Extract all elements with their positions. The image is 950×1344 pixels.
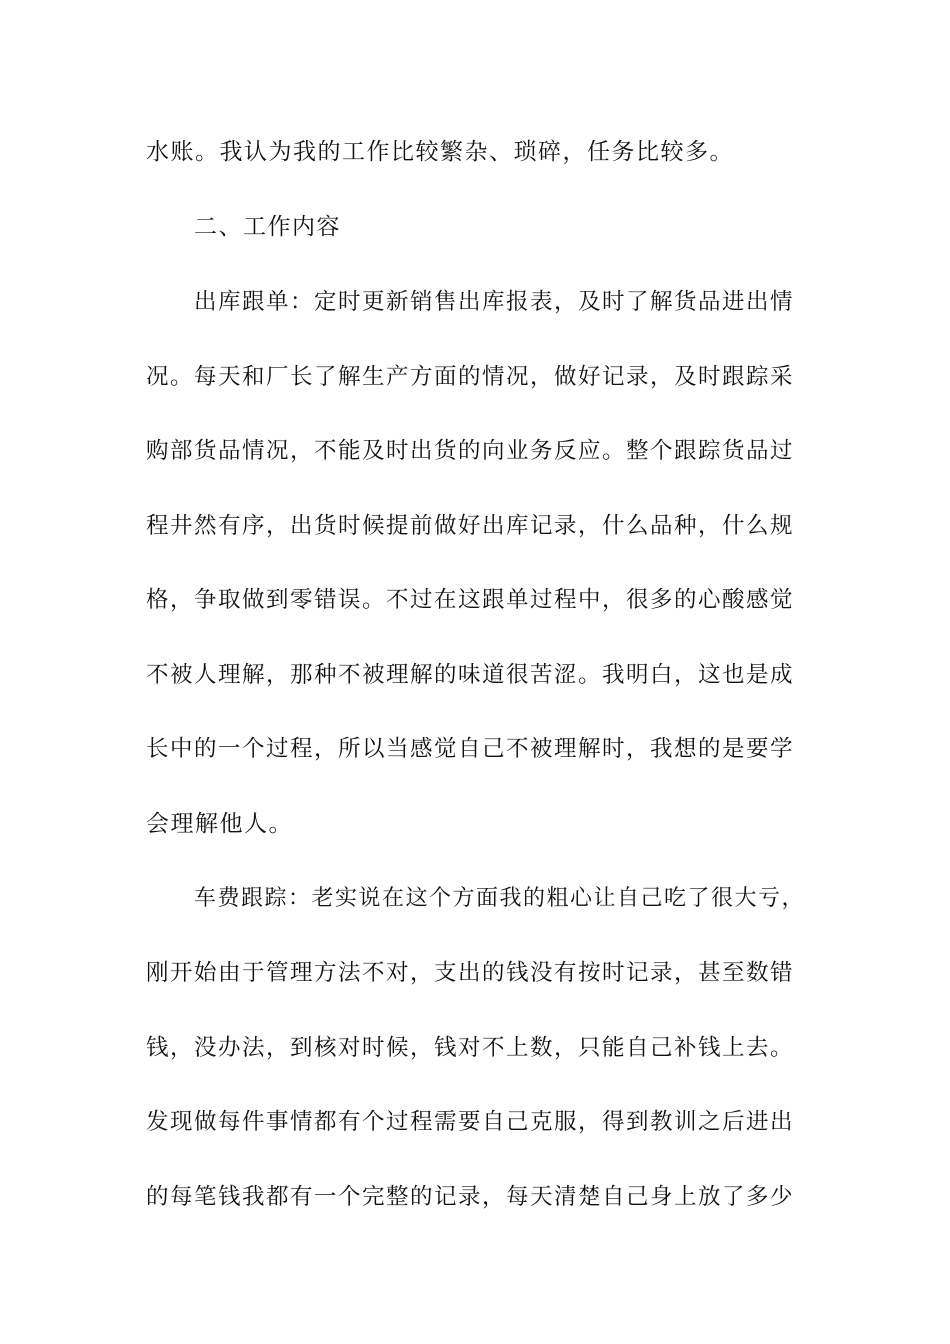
- text-line: 出库跟单：定时更新销售出库报表，及时了解货品进出情: [194, 289, 795, 315]
- section-heading: 二、工作内容: [194, 214, 341, 240]
- text-line: 会理解他人。: [146, 811, 293, 837]
- text-line: 程井然有序，出货时候提前做好出库记录，什么品种，什么规: [146, 513, 795, 539]
- text-line: 长中的一个过程，所以当感觉自己不被理解时，我想的是要学: [146, 736, 795, 762]
- text-line: 水账。我认为我的工作比较繁杂、琐碎，任务比较多。: [146, 139, 734, 165]
- text-line: 钱，没办法，到核对时候，钱对不上数，只能自己补钱上去。: [146, 1035, 795, 1061]
- text-line: 况。每天和厂长了解生产方面的情况，做好记录，及时跟踪采: [146, 364, 795, 390]
- text-line: 车费跟踪：老实说在这个方面我的粗心让自己吃了很大亏，: [194, 886, 806, 911]
- text-line: 购部货品情况，不能及时出货的向业务反应。整个跟踪货品过: [146, 438, 795, 464]
- text-line: 不被人理解，那种不被理解的味道很苦涩。我明白，这也是成: [146, 662, 795, 688]
- text-line: 发现做每件事情都有个过程需要自己克服，得到教训之后进出: [146, 1109, 795, 1135]
- text-line: 格，争取做到零错误。不过在这跟单过程中，很多的心酸感觉: [146, 587, 795, 613]
- text-line: 刚开始由于管理方法不对，支出的钱没有按时记录，甚至数错: [146, 960, 795, 986]
- text-line: 的每笔钱我都有一个完整的记录，每天清楚自己身上放了多少: [146, 1184, 795, 1210]
